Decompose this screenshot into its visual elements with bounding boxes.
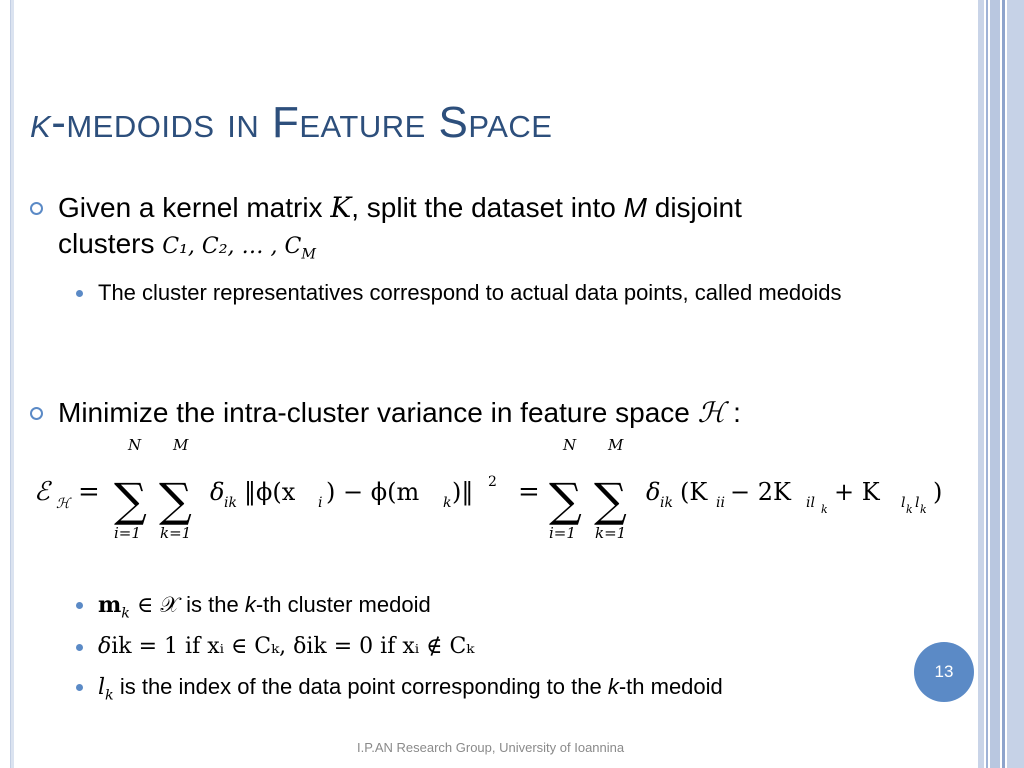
term2-kil-subsub: k (821, 503, 828, 516)
term2-rest: (K (680, 478, 708, 506)
sub-delta-symbol: δ (98, 634, 112, 659)
title-rest: -medoids in Feature Space (51, 98, 553, 147)
b1-K: K (330, 191, 352, 224)
eq-lhs-sub: ℋ (56, 496, 70, 512)
sub-l-l: l (98, 675, 106, 700)
equation-svg (0, 432, 1000, 544)
bullet-dot-icon (76, 644, 83, 651)
sum2-upper: M (173, 436, 189, 454)
term1-mid: ) − ϕ(m (326, 478, 420, 506)
stripe (1007, 0, 1024, 768)
sub-l-text (98, 670, 958, 712)
stripe (1002, 0, 1005, 768)
term2-kii-sub: ii (716, 495, 725, 511)
term1-end: )‖ (452, 478, 474, 506)
sum4-sigma: ∑ (594, 473, 627, 527)
term2-kll-sub: l (901, 495, 906, 511)
term1-delta-sub: ik (224, 495, 237, 511)
b2-H: ℋ (697, 396, 726, 429)
bullet-dot-icon (76, 290, 83, 297)
sub-delta-text (98, 630, 958, 663)
sub-m-k: k (244, 592, 256, 617)
term1-sup: 2 (488, 474, 497, 490)
bullet-ring-icon (30, 202, 43, 215)
sum3-sigma: ∑ (549, 473, 582, 527)
sum1-upper: N (128, 436, 142, 454)
left-frame-line (10, 0, 14, 768)
sum4-lower: k=1 (595, 524, 627, 542)
term1-x-sub: i (318, 495, 323, 511)
bullet-text (58, 395, 938, 431)
term2-delta-sub: ik (660, 495, 673, 511)
sub-m-sub: k (121, 605, 130, 622)
sum3-upper: N (563, 436, 577, 454)
sub-l-text1: is the index of the data point corresponding to the (113, 674, 608, 699)
term2-end: ) (933, 478, 943, 506)
b1-clusters-main: C₁, C₂, … , C (162, 234, 302, 259)
bullet-text (58, 190, 938, 272)
sub-m-m: m (98, 592, 122, 618)
b1-part2: , split the dataset into (351, 192, 624, 223)
eq-equals-2: = (518, 477, 540, 507)
sum1-lower: i=1 (114, 524, 141, 542)
sub-m-text (98, 588, 958, 630)
term2-mid: − 2K (730, 478, 791, 506)
slide-title (30, 98, 552, 148)
stripe (978, 0, 984, 768)
objective-equation (0, 432, 1000, 544)
b2-text: Minimize the intra-cluster variance in feature space (58, 397, 698, 428)
sum2-sigma: ∑ (159, 473, 192, 527)
b1-clusters (162, 234, 316, 263)
title-k: k (30, 98, 52, 147)
term2-kll-sub2: l (915, 495, 920, 511)
term2-kll-subsub2: k (920, 503, 927, 516)
sub-m-text1: is the (186, 592, 245, 617)
sub-l-text2: -th medoid (618, 674, 723, 699)
stripe (986, 0, 988, 768)
b2-colon: : (725, 397, 741, 428)
term1-delta: δ (210, 478, 225, 506)
sub-m-rel: ∈ 𝒳 (129, 593, 187, 618)
sum1-sigma: ∑ (114, 473, 147, 527)
bullet-dot-icon (76, 684, 83, 691)
term2-delta: δ (646, 478, 661, 506)
term1-rest: ‖ϕ(x (244, 478, 296, 506)
sub-m-text2: -th cluster medoid (255, 592, 431, 617)
eq-lhs: ℰ (34, 477, 50, 507)
term2-kil-sub: il (806, 495, 815, 511)
sum3-lower: i=1 (549, 524, 576, 542)
sub-delta-rest: ik = 1 if xᵢ ∈ Cₖ, δik = 0 if xᵢ ∉ Cₖ (111, 634, 475, 659)
sub1-text: The cluster representatives correspond to actual data points, called medoids (98, 280, 842, 305)
bullet-dot-icon (76, 602, 83, 609)
b1-clusters-sub: M (301, 246, 316, 263)
bullet-ring-icon (30, 407, 43, 420)
sum2-lower: k=1 (160, 524, 192, 542)
term1-m-sub: k (443, 495, 452, 511)
right-decorative-stripes (978, 0, 1024, 768)
b1-part1: Given a kernel matrix (58, 192, 331, 223)
term2-plus: + K (834, 478, 880, 506)
eq-equals-1: = (78, 477, 100, 507)
term2-kll-subsub1: k (906, 503, 913, 516)
b1-part3: disjoint (646, 192, 742, 223)
sum4-upper: M (608, 436, 624, 454)
b1-line2: clusters (58, 228, 163, 259)
sub-l-k: k (607, 674, 619, 699)
page-number-badge: 13 (914, 642, 974, 702)
footer-text: I.P.AN Research Group, University of Ioannina (357, 740, 625, 755)
stripe (990, 0, 1000, 768)
b1-M: M (623, 192, 647, 223)
sub-l-sub: k (105, 687, 114, 704)
